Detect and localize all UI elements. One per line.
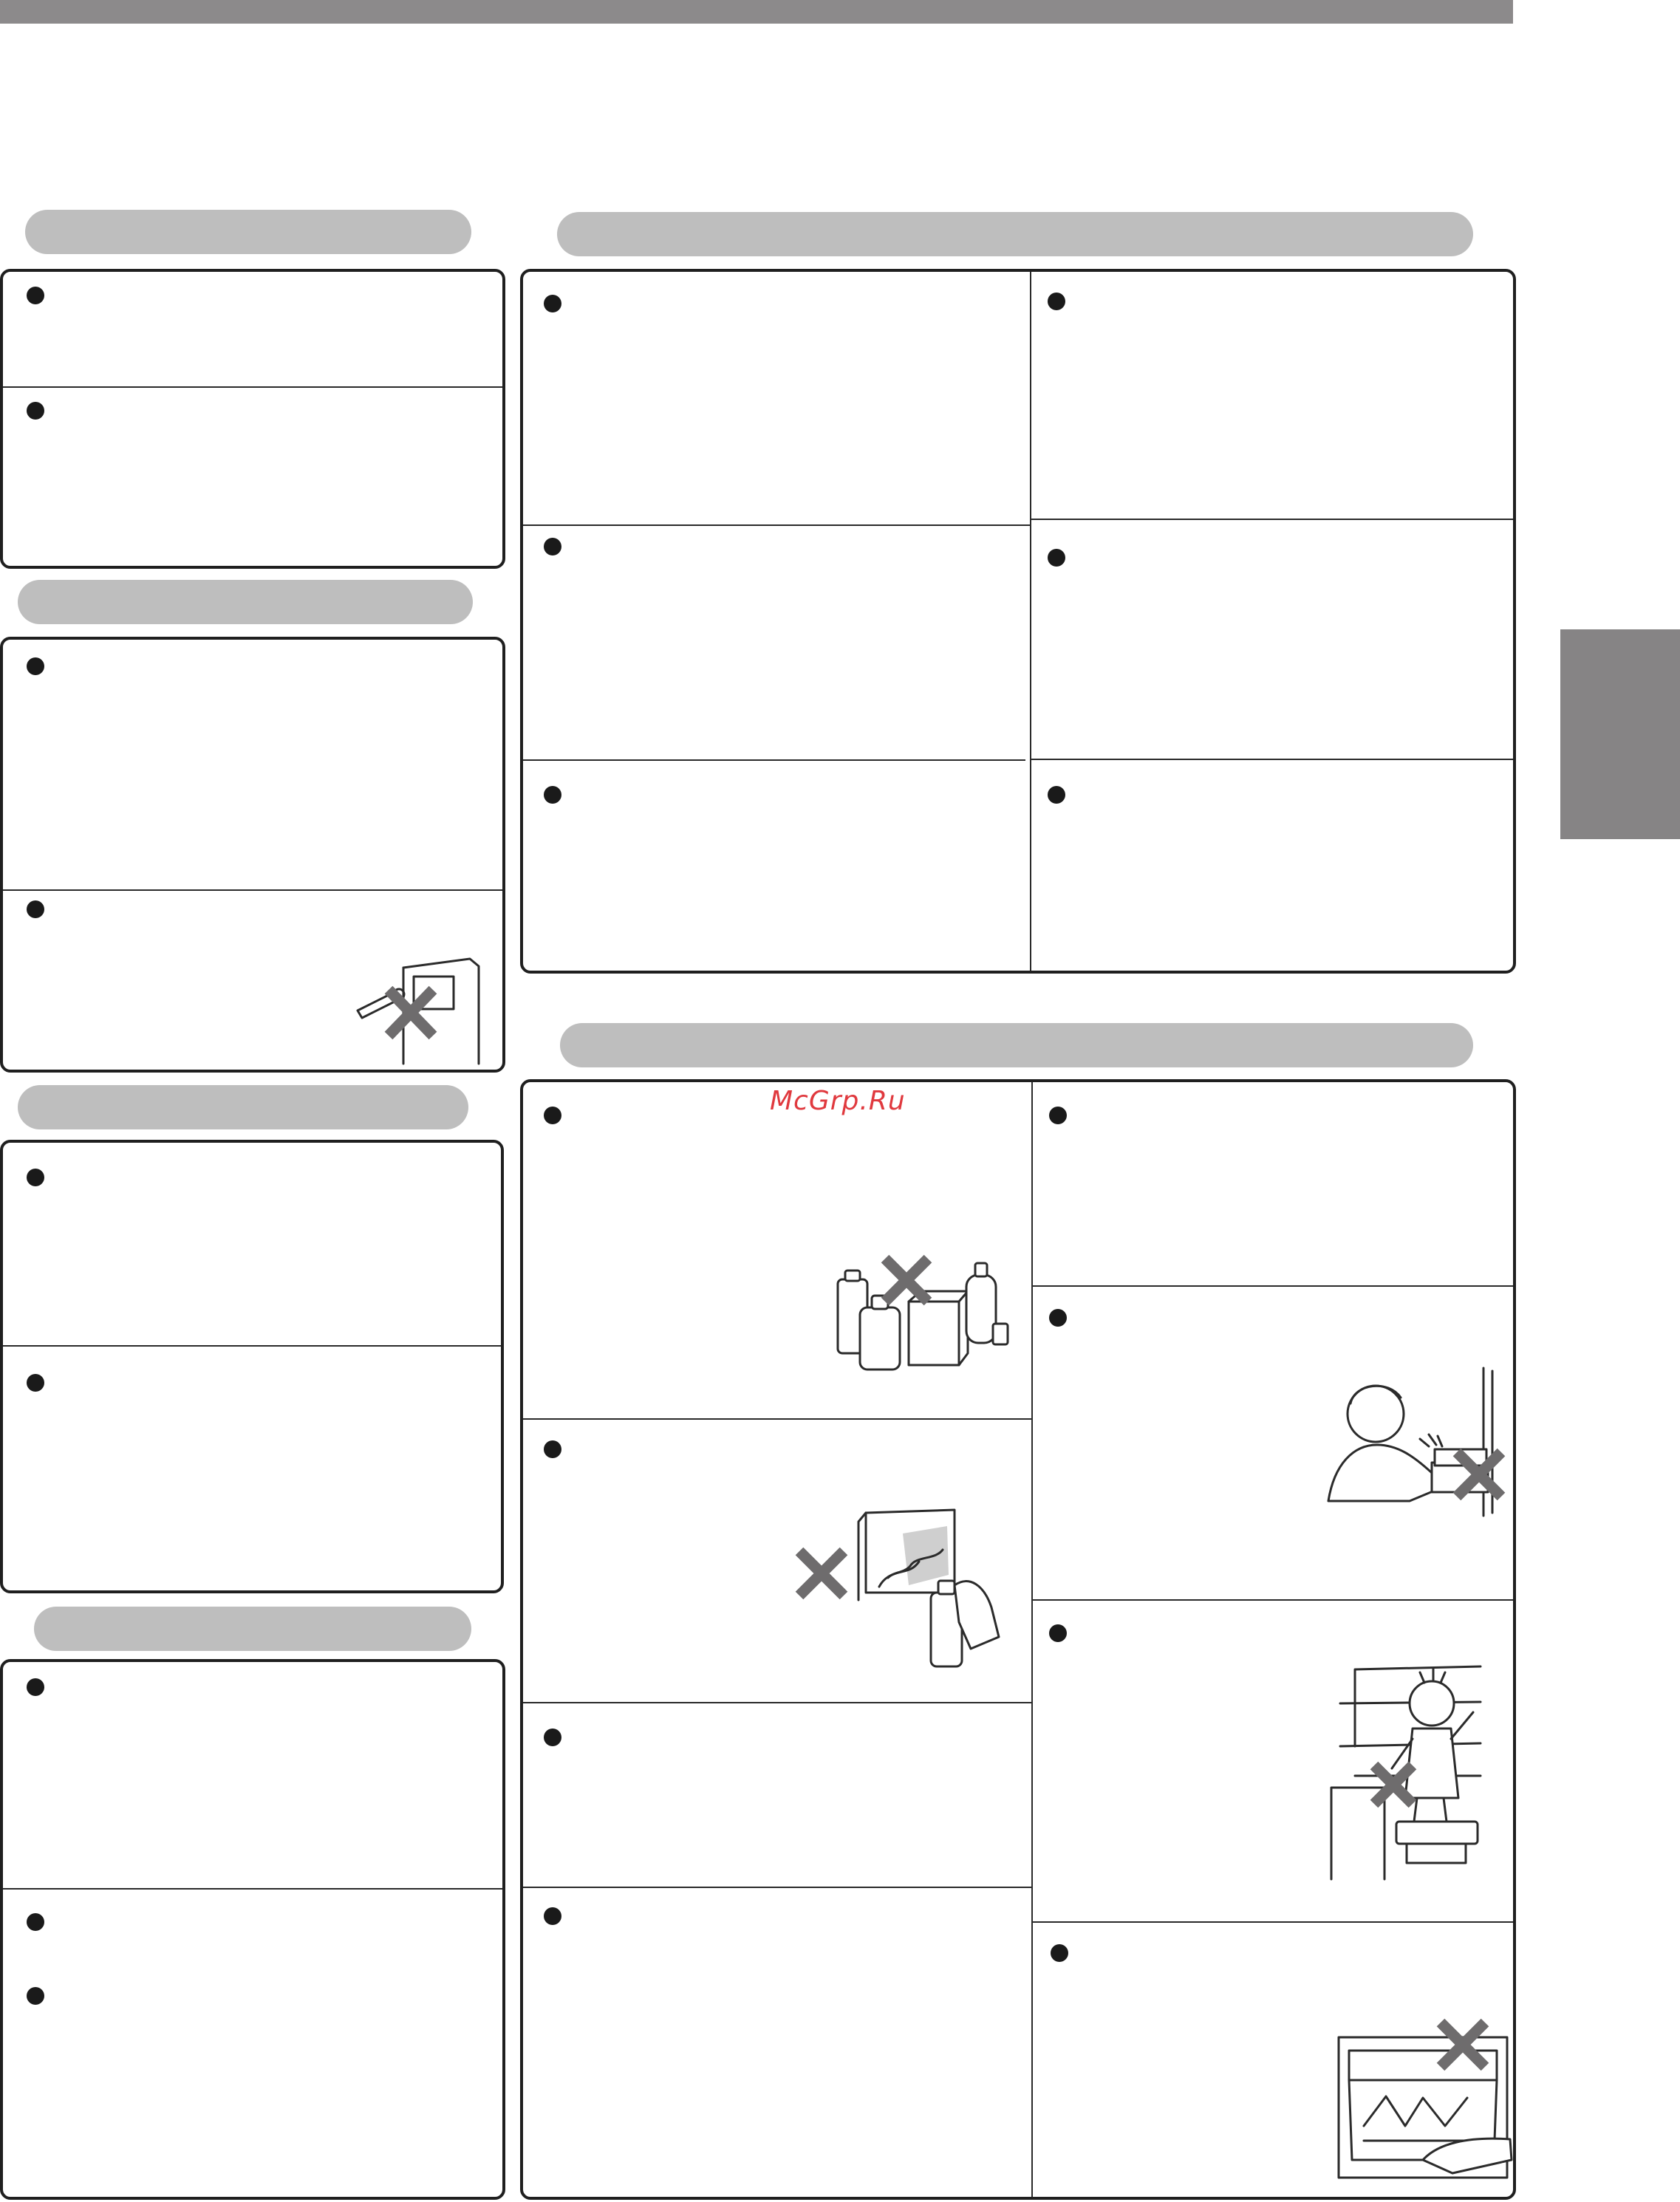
caution-box-4 — [0, 1659, 505, 2200]
section-header-pill-2 — [557, 212, 1473, 256]
divider — [523, 1702, 1031, 1703]
warning-box-large-1 — [520, 269, 1516, 974]
spray-near-refrigerator-illustration — [785, 1504, 1006, 1674]
bullet-icon — [1048, 549, 1065, 567]
divider — [523, 1418, 1031, 1420]
bullet-icon — [544, 1907, 561, 1925]
bullet-icon — [1048, 293, 1065, 310]
bullet-icon — [27, 1678, 44, 1696]
prohibition-x-icon — [389, 990, 433, 1036]
bullet-icon — [544, 1729, 561, 1746]
flammable-containers-illustration — [830, 1250, 1015, 1375]
prohibition-x-icon — [885, 1259, 928, 1302]
bullet-icon — [1049, 1107, 1067, 1124]
child-climbing-illustration — [1325, 1658, 1495, 1872]
watermark-text: McGrp.Ru — [770, 1086, 906, 1116]
hand-in-ice-bin-illustration — [1334, 2015, 1519, 2185]
prohibition-x-icon — [799, 1551, 844, 1596]
bullet-icon — [544, 1440, 561, 1458]
section-header-pill-3 — [18, 580, 473, 624]
section-header-pill-4 — [18, 1085, 468, 1129]
bullet-icon — [27, 1374, 44, 1392]
column-divider — [1031, 1082, 1033, 2197]
man-hand-in-drawer-illustration — [1321, 1368, 1513, 1516]
divider — [1033, 1599, 1513, 1601]
bullet-icon — [27, 402, 44, 420]
bullet-icon — [1049, 1309, 1067, 1327]
divider — [3, 1888, 502, 1890]
bullet-icon — [27, 900, 44, 918]
divider — [3, 386, 502, 388]
caution-box-1 — [0, 269, 505, 569]
divider — [1031, 759, 1513, 760]
divider — [1033, 1921, 1513, 1923]
section-header-pill-1 — [25, 210, 471, 254]
divider — [523, 1887, 1031, 1888]
bullet-icon — [27, 1169, 44, 1186]
divider — [3, 889, 502, 891]
bullet-icon — [544, 538, 561, 555]
bullet-icon — [1049, 1624, 1067, 1642]
divider — [1033, 1285, 1513, 1287]
bullet-icon — [27, 657, 44, 675]
bullet-icon — [27, 287, 44, 304]
bullet-icon — [544, 295, 561, 312]
divider — [3, 1345, 501, 1347]
bullet-icon — [27, 1987, 44, 2005]
bullet-icon — [544, 786, 561, 804]
bullet-icon — [27, 1913, 44, 1931]
header-bar — [0, 0, 1513, 24]
chapter-side-tab — [1560, 629, 1680, 839]
section-header-pill-6 — [560, 1023, 1473, 1067]
section-header-pill-5 — [34, 1607, 471, 1651]
divider — [523, 524, 1030, 526]
bullet-icon — [1048, 786, 1065, 804]
caution-box-3 — [0, 1140, 504, 1593]
door-hinge-tool-illustration — [352, 953, 485, 1064]
bullet-icon — [544, 1107, 561, 1124]
column-divider — [1030, 272, 1031, 971]
bullet-icon — [1051, 1944, 1068, 1962]
divider — [1031, 519, 1513, 520]
divider — [523, 759, 1025, 761]
